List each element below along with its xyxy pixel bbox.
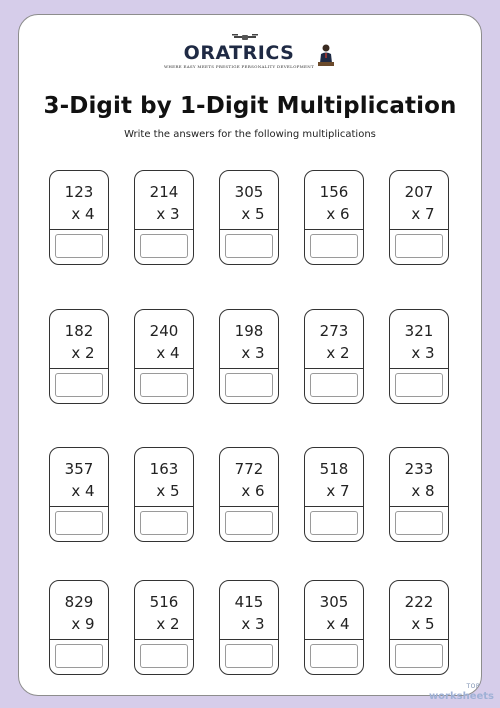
multiplicand: 772	[234, 460, 264, 478]
answer-box[interactable]	[55, 234, 103, 258]
answer-box[interactable]	[310, 644, 358, 668]
problem-card	[49, 447, 109, 542]
answer-box[interactable]	[395, 234, 443, 258]
problem-card	[304, 170, 364, 265]
answer-box[interactable]	[55, 373, 103, 397]
multiplicand: 357	[64, 460, 94, 478]
multiplier: x 9	[71, 615, 95, 633]
brand-logo	[19, 43, 481, 77]
multiplier: x 3	[156, 205, 180, 223]
multiplicand: 273	[319, 322, 349, 340]
presenter-icon	[316, 43, 336, 67]
problem-card	[219, 309, 279, 404]
problem-card	[389, 580, 449, 675]
divider-line	[50, 506, 108, 507]
problem-card	[219, 170, 279, 265]
multiplicand: 214	[149, 183, 179, 201]
watermark-top: TOP	[466, 683, 480, 690]
answer-box[interactable]	[140, 511, 188, 535]
answer-box[interactable]	[225, 373, 273, 397]
divider-line	[50, 229, 108, 230]
worksheet-instructions: Write the answers for the following multiplications	[124, 129, 376, 140]
multiplicand: 123	[64, 183, 94, 201]
answer-box[interactable]	[140, 234, 188, 258]
problem-card	[49, 309, 109, 404]
answer-box[interactable]	[310, 234, 358, 258]
answer-box[interactable]	[310, 373, 358, 397]
multiplier: x 2	[71, 344, 95, 362]
multiplicand: 516	[149, 593, 179, 611]
divider-line	[390, 368, 448, 369]
multiplier: x 3	[411, 344, 435, 362]
divider-line	[220, 506, 278, 507]
multiplicand: 415	[234, 593, 264, 611]
problem-card	[304, 447, 364, 542]
multiplier: x 4	[326, 615, 350, 633]
divider-line	[390, 229, 448, 230]
divider-line	[135, 368, 193, 369]
multiplicand: 305	[319, 593, 349, 611]
problem-card	[304, 309, 364, 404]
divider-line	[305, 229, 363, 230]
divider-line	[135, 639, 193, 640]
divider-line	[135, 229, 193, 230]
answer-box[interactable]	[225, 511, 273, 535]
answer-box[interactable]	[55, 511, 103, 535]
worksheet-title: 3-Digit by 1-Digit Multiplication	[43, 93, 457, 119]
answer-box[interactable]	[310, 511, 358, 535]
problem-card	[389, 309, 449, 404]
problem-card	[134, 580, 194, 675]
multiplicand: 518	[319, 460, 349, 478]
multiplier: x 3	[241, 344, 265, 362]
drone-icon	[232, 33, 258, 41]
divider-line	[220, 639, 278, 640]
problem-card	[389, 170, 449, 265]
divider-line	[50, 368, 108, 369]
multiplier: x 5	[411, 615, 435, 633]
multiplicand: 182	[64, 322, 94, 340]
problem-card	[134, 170, 194, 265]
watermark-main: worksheets	[428, 691, 494, 702]
multiplicand: 829	[64, 593, 94, 611]
divider-line	[305, 506, 363, 507]
divider-line	[220, 368, 278, 369]
divider-line	[305, 368, 363, 369]
multiplier: x 8	[411, 482, 435, 500]
multiplicand: 321	[404, 322, 434, 340]
multiplicand: 305	[234, 183, 264, 201]
answer-box[interactable]	[225, 234, 273, 258]
divider-line	[220, 229, 278, 230]
problem-card	[49, 580, 109, 675]
site-watermark	[429, 682, 494, 702]
problem-card	[304, 580, 364, 675]
multiplicand: 163	[149, 460, 179, 478]
answer-box[interactable]	[395, 373, 443, 397]
worksheet-page	[18, 14, 482, 696]
brand-tagline: WHERE EASY MEETS PRESTIGE PERSONALITY DEVELOPMENT	[163, 64, 315, 69]
multiplicand: 156	[319, 183, 349, 201]
multiplicand: 207	[404, 183, 434, 201]
multiplier: x 6	[241, 482, 265, 500]
multiplier: x 4	[71, 482, 95, 500]
multiplier: x 5	[156, 482, 180, 500]
multiplicand: 222	[404, 593, 434, 611]
problem-card	[389, 447, 449, 542]
problem-card	[49, 170, 109, 265]
multiplier: x 7	[411, 205, 435, 223]
answer-box[interactable]	[225, 644, 273, 668]
answer-box[interactable]	[395, 511, 443, 535]
multiplier: x 4	[71, 205, 95, 223]
multiplier: x 4	[156, 344, 180, 362]
answer-box[interactable]	[140, 644, 188, 668]
multiplier: x 5	[241, 205, 265, 223]
problem-card	[219, 580, 279, 675]
multiplicand: 233	[404, 460, 434, 478]
divider-line	[305, 639, 363, 640]
multiplicand: 240	[149, 322, 179, 340]
problem-card	[219, 447, 279, 542]
answer-box[interactable]	[55, 644, 103, 668]
brand-name: ORATRICS	[183, 42, 295, 64]
divider-line	[135, 506, 193, 507]
answer-box[interactable]	[395, 644, 443, 668]
multiplicand: 198	[234, 322, 264, 340]
multiplier: x 6	[326, 205, 350, 223]
answer-box[interactable]	[140, 373, 188, 397]
problem-card	[134, 447, 194, 542]
multiplier: x 2	[326, 344, 350, 362]
divider-line	[390, 506, 448, 507]
multiplier: x 7	[326, 482, 350, 500]
divider-line	[390, 639, 448, 640]
multiplier: x 2	[156, 615, 180, 633]
divider-line	[50, 639, 108, 640]
problem-card	[134, 309, 194, 404]
multiplier: x 3	[241, 615, 265, 633]
